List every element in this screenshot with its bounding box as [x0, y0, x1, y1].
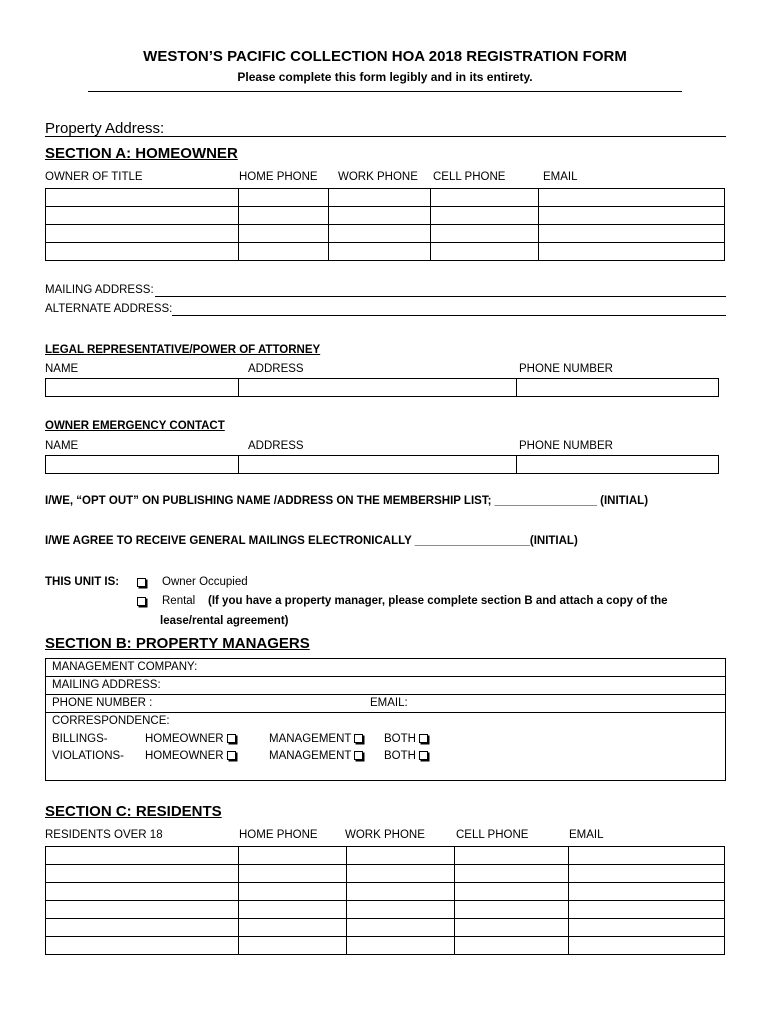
emergency-table	[45, 455, 719, 474]
col-resident-home-phone: HOME PHONE	[239, 829, 318, 841]
table-row	[46, 919, 725, 937]
section-c-heading: SECTION C: RESIDENTS	[45, 803, 222, 820]
table-cell[interactable]	[569, 937, 725, 955]
billings-label: BILLINGS-	[52, 733, 108, 745]
legal-rep-col-name: NAME	[45, 363, 79, 375]
table-cell[interactable]	[347, 847, 455, 865]
table-cell[interactable]	[239, 937, 347, 955]
violations-label: VIOLATIONS-	[52, 750, 124, 762]
table-cell[interactable]	[347, 901, 455, 919]
table-cell[interactable]	[239, 865, 347, 883]
electronic-mailings-statement[interactable]: I/WE AGREE TO RECEIVE GENERAL MAILINGS ELECTRONICALLY __________________(INITIAL)	[45, 535, 578, 547]
table-cell[interactable]	[46, 883, 239, 901]
table-cell[interactable]	[46, 937, 239, 955]
violations-management-checkbox[interactable]	[354, 751, 363, 760]
table-cell[interactable]	[239, 189, 329, 207]
property-address-label: Property Address:	[45, 120, 165, 137]
table-row	[46, 225, 725, 243]
table-cell[interactable]	[46, 225, 239, 243]
table-cell[interactable]	[46, 243, 239, 261]
table-cell[interactable]	[46, 919, 239, 937]
col-email: EMAIL	[543, 171, 578, 183]
unit-status-label: THIS UNIT IS:	[45, 576, 120, 588]
property-manager-box	[45, 658, 726, 781]
table-cell[interactable]	[431, 189, 539, 207]
table-cell[interactable]	[46, 865, 239, 883]
table-cell[interactable]	[569, 901, 725, 919]
mailing-address-row[interactable]	[46, 677, 725, 695]
table-cell[interactable]	[569, 919, 725, 937]
table-cell[interactable]	[539, 225, 725, 243]
table-cell[interactable]	[431, 207, 539, 225]
table-row	[46, 243, 725, 261]
table-cell[interactable]	[329, 225, 431, 243]
billings-homeowner-label: HOMEOWNER	[145, 733, 224, 745]
table-cell[interactable]	[239, 225, 329, 243]
col-work-phone: WORK PHONE	[338, 171, 418, 183]
mailing-address-label: MAILING ADDRESS:	[45, 284, 154, 296]
col-resident-cell-phone: CELL PHONE	[456, 829, 529, 841]
table-row	[46, 865, 725, 883]
col-cell-phone: CELL PHONE	[433, 171, 506, 183]
table-cell[interactable]	[431, 243, 539, 261]
table-cell[interactable]	[239, 919, 347, 937]
billings-both-checkbox[interactable]	[419, 734, 428, 743]
table-cell[interactable]	[239, 207, 329, 225]
section-a-heading: SECTION A: HOMEOWNER	[45, 145, 238, 162]
violations-both-checkbox[interactable]	[419, 751, 428, 760]
table-cell[interactable]	[455, 883, 569, 901]
table-cell[interactable]	[539, 207, 725, 225]
table-cell[interactable]	[539, 243, 725, 261]
violations-management-label: MANAGEMENT	[269, 750, 352, 762]
form-title: WESTON’S PACIFIC COLLECTION HOA 2018 REGISTRATION FORM	[143, 48, 627, 65]
table-cell[interactable]	[46, 847, 239, 865]
manager-mailing-address-label: MAILING ADDRESS:	[52, 679, 161, 691]
table-cell[interactable]	[347, 865, 455, 883]
alternate-address-label: ALTERNATE ADDRESS:	[45, 303, 173, 315]
billings-management-label: MANAGEMENT	[269, 733, 352, 745]
billings-both-option[interactable]	[384, 733, 428, 745]
alternate-address-line[interactable]	[172, 315, 726, 316]
header-divider	[88, 91, 682, 92]
manager-email-label: EMAIL:	[370, 697, 408, 709]
table-cell[interactable]	[455, 847, 569, 865]
table-cell[interactable]	[517, 456, 719, 474]
table-cell[interactable]	[239, 883, 347, 901]
table-cell[interactable]	[455, 937, 569, 955]
table-cell[interactable]	[239, 379, 517, 397]
legal-rep-col-phone: PHONE NUMBER	[519, 363, 613, 375]
emergency-col-address: ADDRESS	[248, 440, 304, 452]
billings-both-label: BOTH	[384, 733, 416, 745]
table-cell[interactable]	[455, 865, 569, 883]
rental-note-line-1: (If you have a property manager, please complete section B and attach a copy of the	[208, 595, 668, 607]
table-cell[interactable]	[569, 847, 725, 865]
table-cell[interactable]	[539, 189, 725, 207]
rental-note-line-2: lease/rental agreement)	[160, 615, 289, 627]
table-cell[interactable]	[431, 225, 539, 243]
legal-rep-heading: LEGAL REPRESENTATIVE/POWER OF ATTORNEY	[45, 344, 321, 356]
violations-homeowner-checkbox[interactable]	[227, 751, 236, 760]
table-cell[interactable]	[569, 865, 725, 883]
opt-out-statement[interactable]: I/WE, “OPT OUT” ON PUBLISHING NAME /ADDRESS ON THE MEMBERSHIP LIST; ________________ (INITIAL)	[45, 495, 649, 507]
violations-homeowner-option[interactable]	[145, 750, 236, 762]
owner-occupied-checkbox[interactable]	[137, 578, 146, 587]
table-cell[interactable]	[239, 456, 517, 474]
table-cell[interactable]	[46, 456, 239, 474]
col-owner-of-title: OWNER OF TITLE	[45, 171, 143, 183]
table-row	[46, 379, 719, 397]
col-home-phone: HOME PHONE	[239, 171, 318, 183]
phone-email-row[interactable]	[46, 695, 725, 713]
table-row	[46, 207, 725, 225]
table-cell[interactable]	[239, 243, 329, 261]
table-cell[interactable]	[329, 189, 431, 207]
violations-homeowner-label: HOMEOWNER	[145, 750, 224, 762]
property-address-underline	[45, 136, 726, 137]
owner-occupied-label: Owner Occupied	[162, 576, 248, 588]
emergency-col-name: NAME	[45, 440, 79, 452]
rental-checkbox[interactable]	[137, 597, 146, 606]
billings-homeowner-option[interactable]	[145, 733, 236, 745]
table-cell[interactable]	[347, 919, 455, 937]
emergency-heading: OWNER EMERGENCY CONTACT	[45, 420, 225, 432]
billings-homeowner-checkbox[interactable]	[227, 734, 236, 743]
table-cell[interactable]	[329, 243, 431, 261]
col-residents-over-18: RESIDENTS OVER 18	[45, 829, 163, 841]
section-b-heading: SECTION B: PROPERTY MANAGERS	[45, 635, 310, 652]
table-row	[46, 937, 725, 955]
table-row	[46, 883, 725, 901]
table-cell[interactable]	[239, 847, 347, 865]
table-row	[46, 847, 725, 865]
table-cell[interactable]	[46, 207, 239, 225]
table-row	[46, 189, 725, 207]
mailing-address-line[interactable]	[155, 296, 726, 297]
table-cell[interactable]	[46, 901, 239, 919]
table-cell[interactable]	[239, 901, 347, 919]
legal-rep-table	[45, 378, 719, 397]
table-row	[46, 901, 725, 919]
management-company-row[interactable]	[46, 659, 725, 677]
rental-label: Rental	[162, 595, 196, 607]
table-cell[interactable]	[347, 883, 455, 901]
table-cell[interactable]	[517, 379, 719, 397]
col-resident-email: EMAIL	[569, 829, 604, 841]
table-row	[46, 456, 719, 474]
billings-management-option[interactable]	[269, 733, 363, 745]
table-cell[interactable]	[46, 379, 239, 397]
table-cell[interactable]	[455, 919, 569, 937]
violations-both-label: BOTH	[384, 750, 416, 762]
manager-phone-label: PHONE NUMBER :	[52, 697, 153, 709]
col-resident-work-phone: WORK PHONE	[345, 829, 425, 841]
form-subtitle: Please complete this form legibly and in its entirety.	[237, 70, 533, 84]
table-cell[interactable]	[347, 937, 455, 955]
correspondence-label: CORRESPONDENCE:	[52, 715, 170, 727]
table-cell[interactable]	[329, 207, 431, 225]
table-cell[interactable]	[569, 883, 725, 901]
emergency-col-phone: PHONE NUMBER	[519, 440, 613, 452]
management-company-label: MANAGEMENT COMPANY:	[52, 661, 198, 673]
legal-rep-col-address: ADDRESS	[248, 363, 304, 375]
table-cell[interactable]	[455, 901, 569, 919]
residents-table	[45, 846, 725, 955]
homeowner-table	[45, 188, 725, 261]
table-cell[interactable]	[46, 189, 239, 207]
violations-both-option[interactable]	[384, 750, 428, 762]
violations-management-option[interactable]	[269, 750, 363, 762]
billings-management-checkbox[interactable]	[354, 734, 363, 743]
